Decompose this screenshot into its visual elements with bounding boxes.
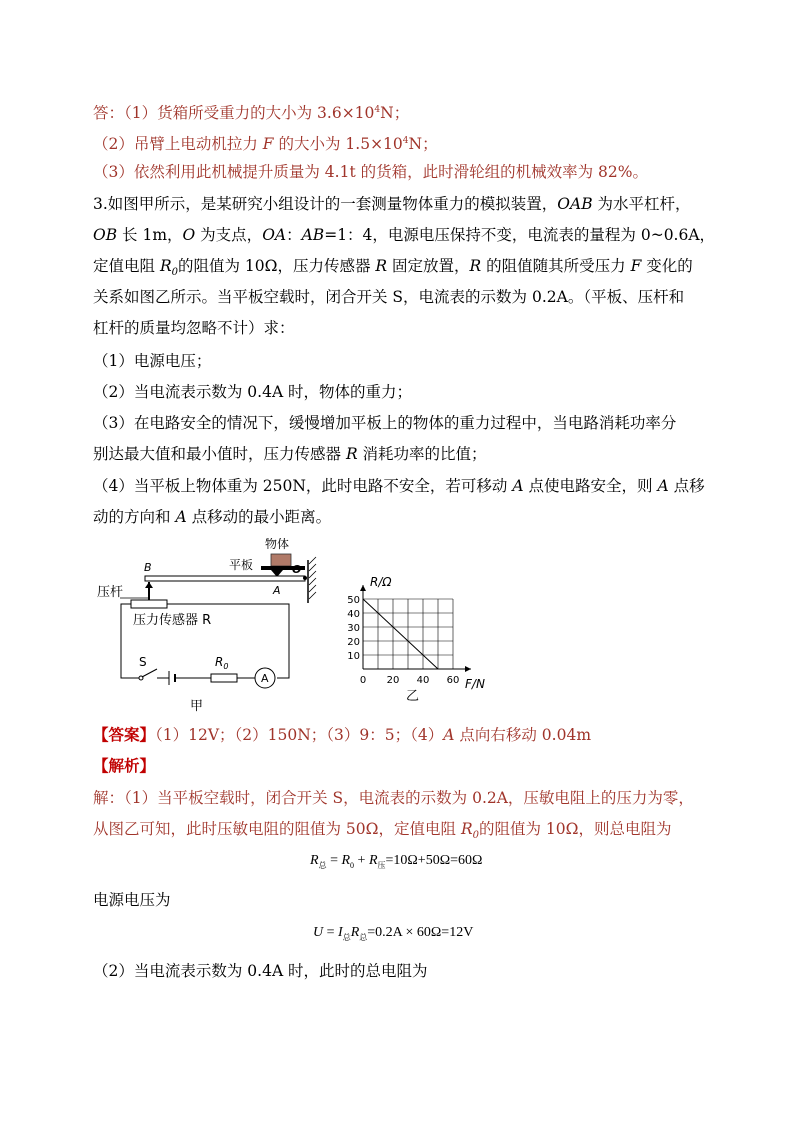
lever-oab [145, 576, 305, 581]
sub-question-4a: （4）当平板上物体重为 250N，此时电路不安全，若可移动 A 点使电路安全，则 A 点移 [93, 477, 705, 495]
analysis-line-1: 解：（1）当平板空载时，闭合开关 S，电流表的示数为 0.2A，压敏电阻上的压力为零， [93, 789, 694, 807]
figure [93, 538, 513, 718]
prev-answer-line-1: 答：（1）货箱所受重力的大小为 $3.6\times 10^4N$； [93, 104, 410, 123]
ammeter-label: A [261, 672, 269, 685]
pressure-sensor [131, 600, 167, 608]
sub-question-2: （2）当电流表示数为 0.4A 时，物体的重力； [93, 383, 413, 401]
figure-a-diagram [97, 538, 316, 714]
x-tick-label: 40 [416, 675, 430, 686]
label-a: A [273, 584, 281, 597]
r0-label: $R_0$ [215, 655, 229, 671]
analysis-tag: 【解析】 [93, 756, 156, 775]
question-line-2: OB 长 1m，O 为支点，OA：AB=1：4，电源电压保持不变，电流表的量程为 0~0.6A， [93, 226, 716, 244]
x-tick-label: 20 [386, 675, 400, 686]
equation-2: $U = I_总R_总=0.2A \times 60\Omega=12V$ [313, 925, 474, 942]
analysis-line-2: 从图乙可知，此时压敏电阻的阻值为 50Ω，定值电阻 $R_0$的阻值为 10Ω，则总电阻为 [93, 820, 672, 842]
analysis-line-4: （2）当电流表示数为 0.4A 时，此时的总电阻为 [93, 962, 428, 980]
object-label: 物体 [265, 538, 290, 551]
sub-question-4b: 动的方向和 A 点移动的最小距离。 [93, 508, 332, 526]
resistor-r0 [211, 674, 237, 682]
y-tick-label: 30 [347, 623, 360, 634]
prev-answer-line-3: （3）依然利用此机械提升质量为 4.1t 的货箱，此时滑轮组的机械效率为 82%。 [93, 163, 648, 181]
y-tick-label: 50 [347, 595, 360, 606]
caption-b: 乙 [406, 689, 420, 704]
y-tick-label: 40 [347, 609, 360, 620]
plate-label: 平板 [229, 558, 254, 572]
sensor-label: 压力传感器 R [133, 613, 212, 628]
label-o: O [292, 563, 302, 576]
prev-answer-line-2: （2）吊臂上电动机拉力 F 的大小为 $1.5\times 10^4N$； [93, 135, 438, 154]
x-tick-label: 0 [359, 675, 367, 686]
pivot-o [303, 576, 307, 580]
question-line-5: 杠杆的质量均忽略不计）求： [93, 319, 295, 337]
rod-label: 压杆 [97, 585, 124, 600]
x-tick-label: 60 [446, 675, 460, 686]
switch-label: S [139, 655, 147, 669]
sub-question-1: （1）电源电压； [93, 352, 212, 370]
caption-a: 甲 [190, 699, 204, 714]
figure-b-chart [347, 575, 485, 704]
object-block [271, 554, 291, 566]
chart-ylabel: R/Ω [370, 575, 392, 589]
x-axis-arrow [465, 666, 471, 672]
y-tick-label: 20 [347, 637, 360, 648]
chart-xlabel: F/N [465, 677, 485, 691]
equation-1: $R_总 = R_0 + R_压=10\Omega+50\Omega=60\Omega$ [310, 853, 483, 870]
sub-question-3a: （3）在电路安全的情况下，缓慢增加平板上的物体的重力过程中，当电路消耗功率分 [93, 414, 677, 432]
y-axis-arrow [360, 585, 366, 591]
analysis-line-3: 电源电压为 [93, 891, 171, 909]
sub-question-3b: 别达最大值和最小值时，压力传感器 R 消耗功率的比值； [93, 445, 487, 463]
question-line-3: 定值电阻 $R_0$的阻值为 10Ω，压力传感器 R 固定放置，R 的阻值随其所受压力 F 变化的 [93, 257, 693, 279]
label-b: B [144, 561, 152, 574]
series-line [363, 599, 438, 669]
y-tick-label: 10 [347, 651, 360, 662]
question-line-1: 3.如图甲所示，是某研究小组设计的一套测量物体重力的模拟装置，OAB 为水平杠杆， [93, 195, 691, 213]
question-line-4: 关系如图乙所示。当平板空载时，闭合开关 S，电流表的示数为 0.2A。（平板、压杆和 [93, 288, 685, 306]
answer-line: 【答案】（1）12V；（2）150N；（3）9：5；（4）A 点向右移动 0.04m [93, 725, 592, 744]
